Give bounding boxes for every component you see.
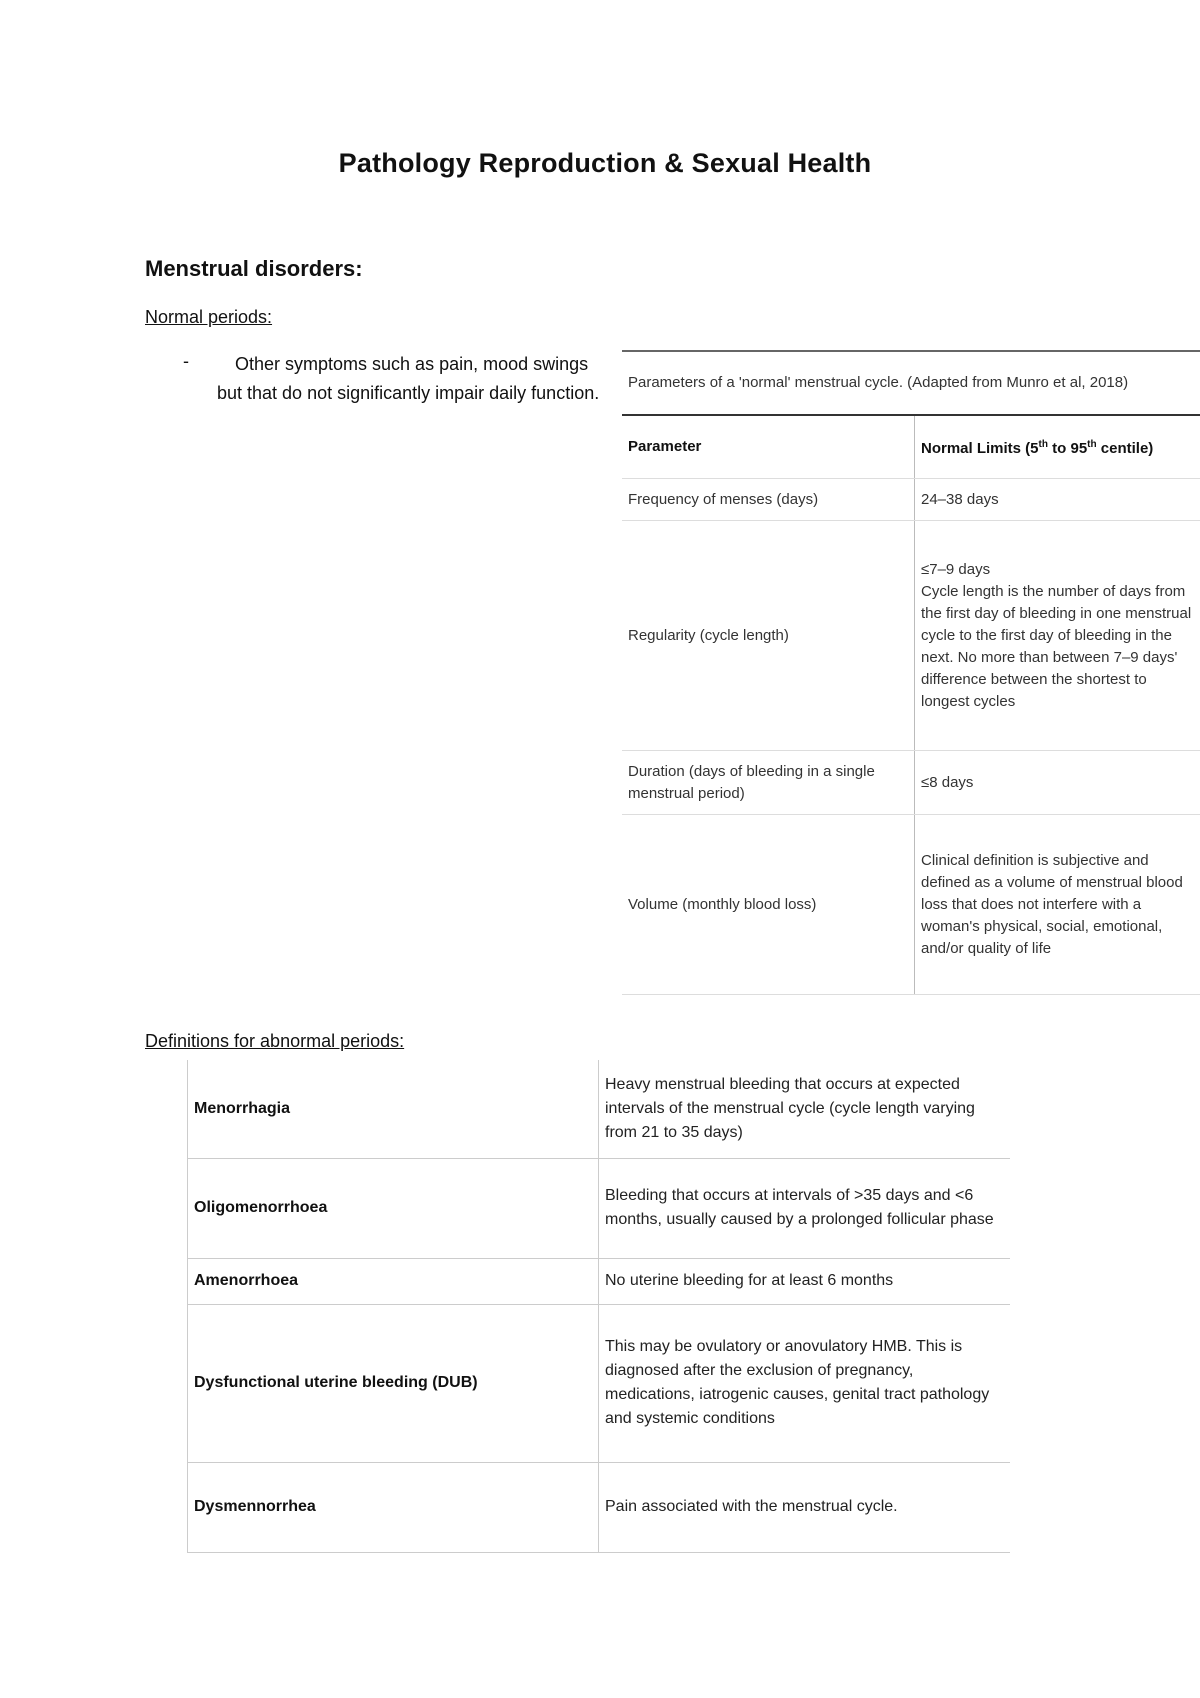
term-dysmennorrhea: Dysmennorrhea (188, 1462, 599, 1552)
term-oligomenorrhoea: Oligomenorrhoea (188, 1158, 599, 1258)
bullet-text-other-symptoms: Other symptoms such as pain, mood swings but that do not significantly impair daily function. (217, 354, 600, 403)
limits-regularity-value: ≤7–9 days (921, 560, 991, 578)
table-row (188, 1060, 1011, 1158)
page-title: Pathology Reproduction & Sexual Health (338, 148, 872, 178)
table-row (188, 1158, 1011, 1258)
table-row (622, 521, 1200, 751)
param-frequency: Frequency of menses (days) (622, 479, 915, 521)
subheading-abnormal-periods: Definitions for abnormal periods: (145, 1031, 405, 1051)
table-header-row (622, 415, 1200, 479)
term-menorrhagia: Menorrhagia (188, 1060, 599, 1158)
limits-frequency: 24–38 days (915, 479, 1200, 521)
definition-amenorrhoea: No uterine bleeding for at least 6 months (599, 1258, 1011, 1304)
definition-oligomenorrhoea: Bleeding that occurs at intervals of >35 days and <6 months, usually caused by a prolonged follicular phase (599, 1158, 1011, 1258)
header-parameter: Parameter (622, 415, 915, 479)
bullet-dash: - (183, 351, 189, 371)
header-normal-limits: Normal Limits (5th to 95th centile) (915, 415, 1200, 479)
subheading-normal-periods: Normal periods: (145, 307, 273, 327)
table-row (622, 751, 1200, 815)
definition-dub: This may be ovulatory or anovulatory HMB. This is diagnosed after the exclusion of pregnancy, medications, iatrogenic causes, genital tract pathology and systemic conditions (599, 1304, 1011, 1462)
term-dub: Dysfunctional uterine bleeding (DUB) (188, 1304, 599, 1462)
table-caption: Parameters of a 'normal' menstrual cycle. (Adapted from Munro et al, 2018) (622, 351, 1200, 415)
table-row (188, 1258, 1011, 1304)
limits-regularity-note: Cycle length is the number of days from the first day of bleeding in one menstrual cycle to the first day of bleeding in the next. No more than between 7–9 days' difference between the shortest to longest cycles (921, 582, 1192, 710)
section-heading-menstrual-disorders: Menstrual disorders: (145, 256, 363, 281)
table-row (622, 815, 1200, 995)
abnormal-periods-definitions-table (187, 1060, 1010, 1553)
limits-volume: Clinical definition is subjective and defined as a volume of menstrual blood loss that does not interfere with a woman's physical, social, emotional, and/or quality of life (915, 815, 1200, 995)
param-duration: Duration (days of bleeding in a single menstrual period) (622, 751, 915, 815)
table-row (188, 1304, 1011, 1462)
term-amenorrhoea: Amenorrhoea (188, 1258, 599, 1304)
param-regularity: Regularity (cycle length) (622, 521, 915, 751)
normal-cycle-parameters-table (622, 350, 1200, 995)
definition-dysmennorrhea: Pain associated with the menstrual cycle. (599, 1462, 1011, 1552)
definition-menorrhagia: Heavy menstrual bleeding that occurs at expected intervals of the menstrual cycle (cycle length varying from 21 to 35 days) (599, 1060, 1011, 1158)
table-row (188, 1462, 1011, 1552)
param-volume: Volume (monthly blood loss) (622, 815, 915, 995)
limits-regularity (915, 521, 1200, 751)
limits-duration: ≤8 days (915, 751, 1200, 815)
table-row (622, 479, 1200, 521)
